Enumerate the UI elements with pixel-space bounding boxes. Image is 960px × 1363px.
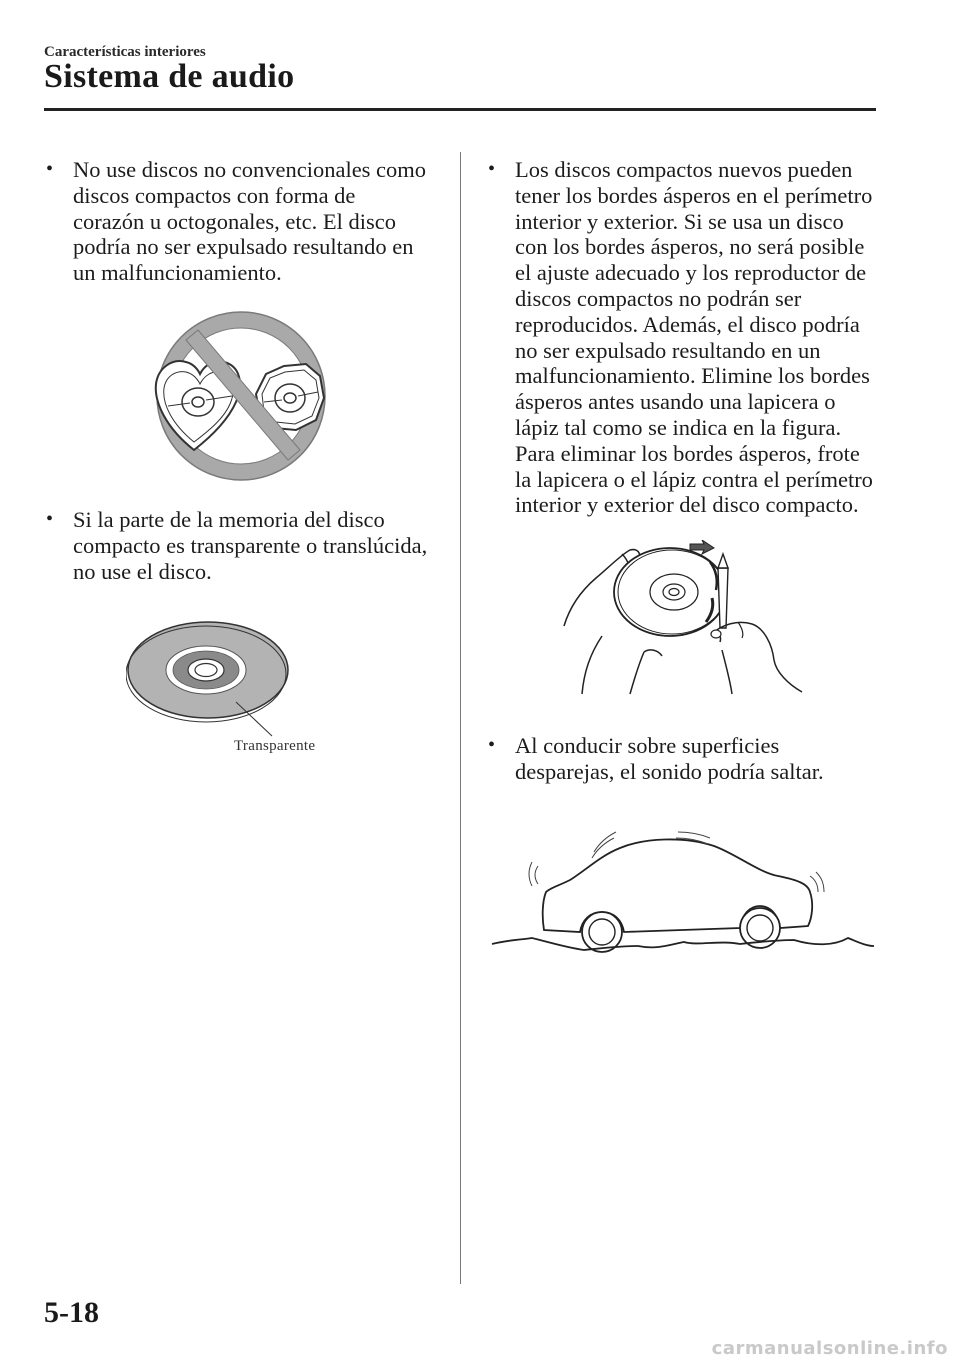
bullet-line: no use el disco. [73,558,212,584]
bullet-line: Al conducir sobre superficies [515,733,780,758]
bullet-line: discos compactos no podrán ser [515,285,802,311]
bullet-line: no ser expulsado resultando en un [515,337,821,363]
bullet-line: Si la parte de la memoria del disco [73,507,385,532]
bullet-line: interior y exterior. Si se usa un disco [515,208,844,234]
bullet-line: el ajuste adecuado y los reproductor de [515,260,867,286]
bullet-item-transparent-disc [46,507,427,584]
bullet-line: un malfuncionamiento. [73,260,282,286]
bullet-line: No use discos no convencionales como [73,157,427,182]
transparent-disc-illustration [126,618,292,738]
bullet-dot: • [488,158,496,180]
bullet-item-uneven-road [488,733,824,785]
bullet-line: malfuncionamiento. Elimine los bordes [515,363,870,389]
bullet-line: Los discos compactos nuevos pueden [515,157,853,182]
bullet-item-rough-edges [488,157,873,518]
bullet-line: tener los bordes ásperos en el perímetro [515,182,873,208]
bullet-line: interior y exterior del disco compacto. [515,492,859,518]
prohibited-shaped-discs-illustration [148,310,334,482]
bullet-line: la lapicera o el lápiz contra el perímetro [515,466,873,492]
bullet-line: reproducidos. Además, el disco podría [515,311,860,337]
bullet-dot: • [488,734,496,756]
bullet-line: corazón u octogonales, etc. El disco [73,208,397,234]
bullet-line: compacto es transparente o translúcida, [73,532,428,558]
disc-edge-smoothing-illustration [562,540,810,696]
bullet-dot: • [46,158,54,180]
page-title: Sistema de audio [44,58,295,95]
car-on-uneven-road-illustration [488,828,876,958]
disc-caption: Transparente [234,738,316,754]
bullet-dot: • [46,508,54,530]
bullet-line: podría no ser expulsado resultando en [73,234,414,260]
bullet-line: lápiz tal como se indica en la figura. [515,414,842,440]
bullet-line: Para eliminar los bordes ásperos, frote [515,440,860,466]
bullet-line: desparejas, el sonido podría saltar. [515,758,824,784]
bullet-item-nonstandard-discs [46,157,426,286]
watermark: carmanualsonline.info [711,1338,948,1359]
page-number: 5-18 [44,1296,99,1329]
column-divider [460,152,461,1284]
section-label: Características interiores [44,44,206,60]
title-rule [44,108,876,111]
bullet-line: con los bordes ásperos, no será posible [515,234,865,260]
bullet-line: ásperos antes usando una lapicera o [515,389,836,415]
bullet-line: discos compactos con forma de [73,182,356,208]
